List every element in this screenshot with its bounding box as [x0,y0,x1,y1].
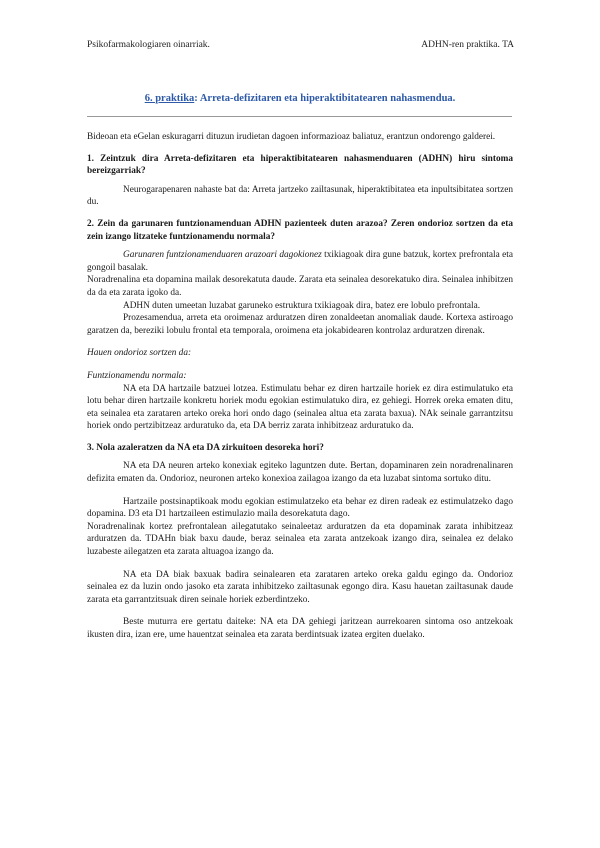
cause-label: Hauen ondorioz sortzen da: [87,348,192,359]
title-subject: : Arreta-defizitaren eta hiperaktibitatearen nahasmendua. [194,93,456,104]
normal-function-text: NA eta DA hartzaile batzuei lotzea. Estimulatu behar ez diren hartzaile horiek ez dira estimulatuko eta lotu behar diren hartzaile konkretu horiek modu egokian estimulatuko dira, ez gehiegi. Horrek oreka ematen ditu, eta seinalea eta zarataren arteko oreka hori ondo dago (seinalea altua eta zarata baxua). NAk seinale garrantzitsu horiek ondo pertzibitzeaz arduratuko da, eta DA berriz zarata inhibitzeaz arduratuko da. [87,383,513,432]
title-practice: 6. praktika [144,93,195,104]
answer-3-paragraph-5: Beste muturra ere gertatu daiteke: NA eta DA gehiegi jaritzean aurrekoaren sintoma oso antzekoak ikusten dira, izan ere, ume hauentzat seinalea eta zarata berdintsuak izatea ergiten duelako. [87,617,513,640]
answer-2-paragraph-1: Garunaren funtzionamenduaren arazoari dagokionez txikiagoak dira gune batzuk, kortex prefrontala eta gongoil basalak. [87,250,513,273]
question-3: 3. Nola azaleratzen da NA eta DA zirkuitoen desoreka hori? [87,442,324,453]
intro-paragraph: Bideoan eta eGelan eskuragarri dituzun irudietan dagoen informazioaz baliatuz, erantzun ondorengo galderei. [87,132,496,142]
answer-2-paragraph-2: Noradrenalina eta dopamina mailak desorekatuta daude. Zarata eta seinalea desorekatuko dira. Seinalea inhibitzen da da eta zarata igoko da. [87,275,513,298]
question-1: 1. Zeintzuk dira Arreta-defizitaren eta hiperaktibitatearen nahasmenduaren (ADHN) hiru sintoma bereizgarriak? [87,153,513,177]
answer-3-paragraph-2: Hartzaile postsinaptikoak modu egokian estimulatzeko eta behar ez diren radeak ez estimulatzeko dago dopamina. D3 eta D1 hartzaileen estimulazio maila desorekatuta dago. [87,496,513,520]
answer-2-paragraph-4: Prozesamendua, arreta eta oroimenaz arduratzen diren zonaldeetan anomaliak daude. Kortexa astiroago garatzen da, bereziki lobulu frontal eta temporala, oroimena eta jokabidearen kontrolaz arduratzen direnak. [87,313,513,336]
question-2: 2. Zein da garunaren funtzionamenduan ADHN pazienteek duten arazoa? Zeren ondorioz sortzen da eta zein izango litzateke funtzionamendu normala? [87,218,513,242]
header-left: Psikofarmakologiaren oinarriak. [87,40,210,50]
document-body [87,131,513,642]
header-right: ADHN-ren praktika. TA [421,40,514,50]
answer-3-paragraph-4: NA eta DA biak baxuak badira seinalearen eta zarataren arteko oreka galdu egingo da. Ondorioz seinalea ez da luzin ondo jasoko eta zarata inhibitzeko zailtasunak egongo dira. Kasu hauetan zailtasunak daude zarata eta garrantzitsuak diren seinale horiek ezberdintzeko. [87,569,513,605]
page-title [0,93,600,104]
answer-3-paragraph-3: Noradrenalinak kortez prefrontalean ailegatutako seinaleetaz arduratzen da eta dopaminak zarata inhibitzeaz arduratzen da. TDAHn biak baxu daude, beraz seinalea eta zarata antzekoak izango dira, seinalea ez delako luzabeste ailegatzen eta zarata altuagoa izango da. [87,521,513,558]
answer-2-paragraph-3: ADHN duten umeetan luzabat garuneko estruktura txikiagoak dira, batez ere lobulo prefrontala. [123,300,481,311]
answer-1: Neurogarapenaren nahaste bat da: Arreta jartzeko zailtasunak, hiperaktibitatea eta inpultsibitatea sortzen du. [87,184,513,208]
title-divider [87,116,512,117]
normal-function-label: Funtzionamendu normala: [87,370,187,381]
answer-3-paragraph-1: NA eta DA neuren arteko konexiak egiteko laguntzen dute. Bertan, dopaminaren zein noradrenalinaren defizita ematen da. Ondorioz, neuronen arteko konexioa zailagoa izango da eta luzabat sintoma sortuko ditu. [87,461,513,485]
answer-2-italic-lead: Garunaren funtzionamenduaren arazoari dagokionez [123,250,322,261]
